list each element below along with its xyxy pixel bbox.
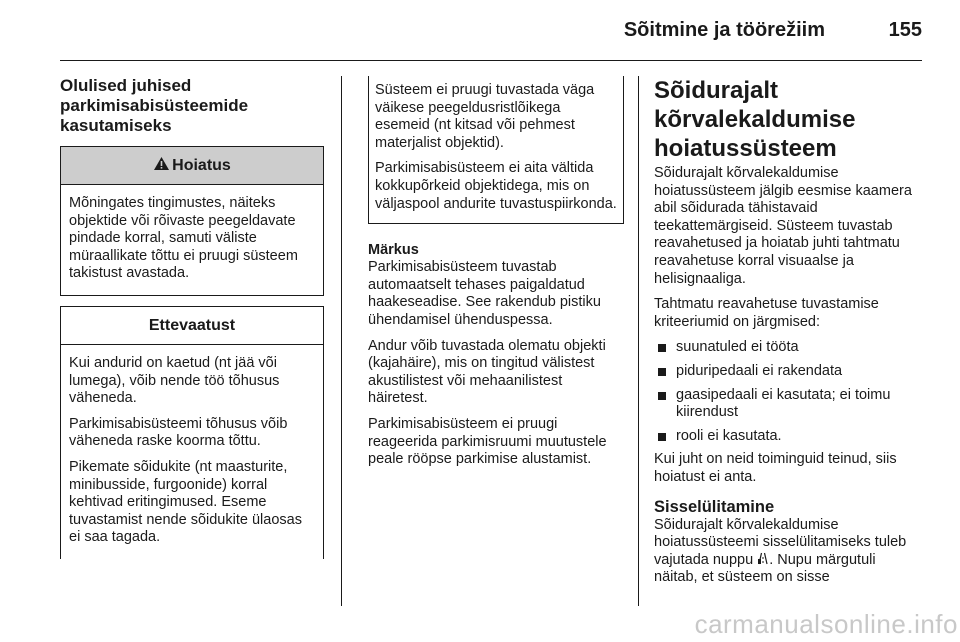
page-header <box>0 0 960 62</box>
activation-subheading: Sisselülitamine <box>654 497 775 516</box>
column-2 <box>368 76 624 477</box>
page-header-title: Sõitmine ja töörežiim <box>623 19 825 41</box>
warning-triangle-icon <box>153 156 170 171</box>
column-1 <box>60 76 324 569</box>
header-divider <box>60 60 922 61</box>
caution-box <box>60 306 324 559</box>
warning-paragraph: Mõningates tingimustes, näiteks objektide või rõivaste peegeldavate pindade korral, samuti väliste müraallikate tõttu ei pruugi süsteem takistust avastada. <box>69 195 298 282</box>
body-paragraph: Parkimisabisüsteem ei pruugi reageerida parkimisruumi muutustele peale rööpse parkimise alustamist. <box>368 415 607 468</box>
parking-assist-heading: Olulised juhised parkimisabisüsteemide kasutamiseks <box>60 76 249 135</box>
page-number: 155 <box>888 19 922 41</box>
criteria-intro: Tahtmatu reavahetuse tuvastamise kriteeriumid on järgmised: <box>654 296 879 330</box>
warning-box-header <box>61 147 323 185</box>
column-divider-1 <box>341 76 342 606</box>
warning-box-body <box>61 185 323 295</box>
lane-departure-intro: Sõidurajalt kõrvalekaldumise hoiatussüsteem jälgib eesmise kaamera abil sõidurada tähistavaid teekattemärgiseid. Süsteem tuvastab reavahetused ja hoiatab juhti tahtmatu reavahetuse korral visuaalse ja helisignaaliga. <box>654 165 912 287</box>
list-item: piduripedaali ei rakendata <box>654 363 922 381</box>
caution-paragraph: Parkimisabisüsteemi tõhusus võib väheneda raske koorma tõttu. <box>69 415 288 450</box>
lane-departure-heading: Sõidurajalt kõrvalekaldumise hoiatussüsteem <box>654 77 856 162</box>
criteria-list <box>654 339 922 445</box>
lane-departure-button-icon <box>757 552 769 565</box>
note-label: Märkus <box>368 242 419 259</box>
body-paragraph: Andur võib tuvastada olematu objekti (kajahäire), mis on tingitud välistest akustilistest või mehaanilistest häiretest. <box>368 337 606 407</box>
caution-box-body <box>61 345 323 559</box>
bullet-square-icon <box>658 433 666 441</box>
column-divider-2 <box>638 76 639 606</box>
list-item: rooli ei kasutata. <box>654 428 922 446</box>
list-item: suunatuled ei tööta <box>654 339 922 357</box>
caution-paragraph: Pikemate sõidukite (nt maasturite, minibusside, furgoonide) korral kehtivad eritingimused. Eseme tuvastamist nende sõidukite ülaosas ei saa tagada. <box>69 458 302 546</box>
warning-box-title: Hoiatus <box>172 157 231 174</box>
caution-box-continued <box>368 76 624 224</box>
bullet-square-icon <box>658 392 666 400</box>
activation-paragraph: Sõidurajalt kõrvalekaldumise hoiatussüsteemi sisselülitamiseks tuleb vajutada nuppu . Nupu märgutuli näitab, et süsteem on sisse <box>654 516 907 586</box>
after-criteria-text: Kui juht on neid toiminguid teinud, siis hoiatust ei anta. <box>654 451 897 485</box>
caution-paragraph: Süsteem ei pruugi tuvastada väga väikese peegeldusristlõikega esemeid (nt kitsad või pehmest materjalist objektid). <box>375 82 595 151</box>
watermark: carmanualsonline.info <box>694 609 958 639</box>
caution-paragraph: Parkimisabisüsteem ei aita vältida kokkupõrkeid objektidega, mis on väljaspool andurite tuvastuspiirkonda. <box>375 160 617 212</box>
caution-box-header: Ettevaatust <box>61 307 323 345</box>
bullet-square-icon <box>658 368 666 376</box>
note-paragraph: Parkimisabisüsteem tuvastab automaatselt tehases paigaldatud haakeseadise. See rakendub pistiku ühendamisel ühenduspessa. <box>368 259 601 328</box>
warning-box <box>60 146 324 296</box>
caution-paragraph: Kui andurid on kaetud (nt jää või lumega), võib nende töö tõhusus väheneda. <box>69 354 280 407</box>
column-3 <box>654 76 922 595</box>
bullet-square-icon <box>658 344 666 352</box>
list-item: gaasipedaali ei kasutata; ei toimu kiirendust <box>654 387 922 422</box>
